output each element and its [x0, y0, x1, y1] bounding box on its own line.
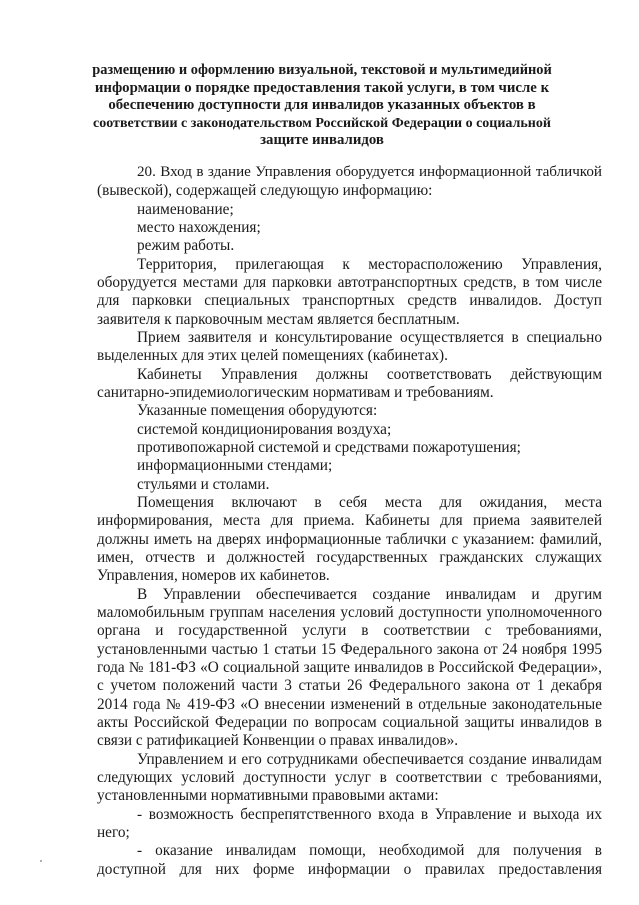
section-heading [92, 62, 552, 150]
heading-line: размещению и оформлению визуальной, текстовой и мультимедийной [92, 62, 552, 78]
paragraph-line: должны иметь на дверях информационные таблички с указанием: фамилий, [97, 531, 602, 548]
paragraph-line: оборудуется местами для парковки автотранспортных средств, в том числе [97, 274, 602, 291]
paragraph-line: Прием заявителя и консультирование осуществляется в специально [137, 329, 602, 346]
paragraph-line: имен, отчеств и должностей государственных гражданских служащих [97, 549, 602, 566]
paragraph-line: выделенных для этих целей помещениях (кабинетах). [97, 347, 448, 364]
list-line: противопожарной системой и средствами пожаротушения; [137, 439, 521, 456]
paragraph-line: установленными нормативными правовыми актами: [97, 787, 439, 804]
paragraph-line: (вывеской), содержащей следующую информацию: [97, 182, 433, 199]
paragraph-line: года № 181-ФЗ «О социальной защите инвалидов в Российской Федерации», [97, 659, 602, 676]
heading-line: защите инвалидов [260, 132, 384, 148]
list-line: системой кондиционирования воздуха; [137, 421, 392, 438]
paragraph-line: Управления, номеров их кабинетов. [97, 567, 330, 584]
heading-line: соответствии с законодательством Российской Федерации о социальной [93, 115, 551, 131]
heading-line: обеспечению доступности для инвалидов указанных объектов в [108, 97, 536, 113]
paragraph-line: Управлением и его сотрудниками обеспечивается создание инвалидам [137, 751, 602, 768]
paragraph-line: Указанные помещения оборудуются: [137, 402, 378, 419]
paragraph-line: санитарно-эпидемиологическим нормативам и требованиям. [97, 384, 494, 401]
list-line: наименование; [137, 201, 234, 218]
paragraph-line: с учетом положений части 3 статьи 26 Федерального закона от 1 декабря [97, 677, 602, 694]
paragraph-line: заявителя к парковочным местам является бесплатным. [97, 311, 460, 328]
list-line: - возможность беспрепятственного входа в Управление и выхода их [137, 806, 602, 823]
paragraph-line: 2014 года № 419-ФЗ «О внесении изменений в отдельные законодательные [97, 696, 602, 713]
paragraph-line: маломобильным группам населения условий доступности уполномоченного [97, 604, 602, 621]
scan-speck [40, 860, 42, 862]
heading-line: информации о порядке предоставления такой услуги, в том числе к [94, 79, 550, 96]
paragraph-line: Кабинеты Управления должны соответствовать действующим [137, 366, 602, 383]
list-line: доступной для них форме информации о правилах предоставления [97, 861, 602, 878]
list-line: информационными стендами; [137, 457, 333, 474]
list-line: него; [97, 824, 130, 841]
list-line: режим работы. [137, 237, 235, 254]
paragraph-line: установленными частью 1 статьи 15 Федерального закона от 24 ноября 1995 [97, 641, 602, 658]
paragraph-line: информирования, места для приема. Кабинеты для приема заявителей [97, 512, 602, 529]
paragraph-line: органа и государственной услуги в соответствии с требованиями, [97, 622, 602, 639]
paragraph-line: акты Российской Федерации по вопросам социальной защиты инвалидов в [97, 714, 602, 731]
paragraph-line: для парковки специальных транспортных средств инвалидов. Доступ [97, 292, 602, 309]
list-line: место нахождения; [137, 219, 261, 236]
paragraph-line: следующих условий доступности услуг в соответствии с требованиями, [97, 769, 602, 786]
paragraph-line: 20. Вход в здание Управления оборудуется информационной табличкой [137, 164, 602, 180]
paragraph-line: связи с ратификацией Конвенции о правах инвалидов». [97, 732, 459, 749]
list-line: - оказание инвалидам помощи, необходимой для получения в [137, 842, 602, 859]
list-line: стульями и столами. [137, 476, 270, 493]
paragraph-line: Территория, прилегающая к месторасположению Управления, [137, 256, 602, 273]
paragraph-line: В Управлении обеспечивается создание инвалидам и другим [137, 586, 602, 603]
paragraph-line: Помещения включают в себя места для ожидания, места [137, 494, 602, 511]
